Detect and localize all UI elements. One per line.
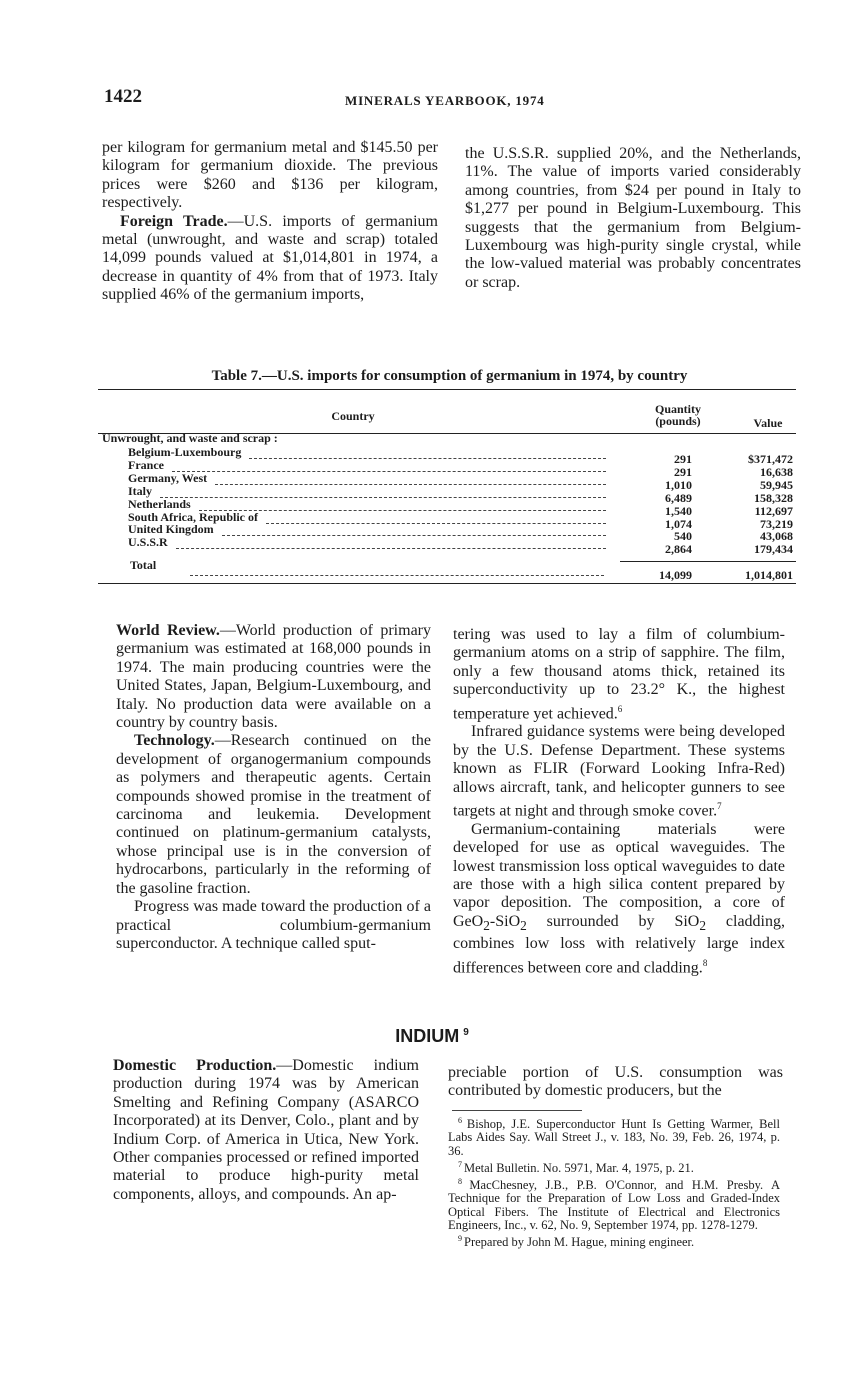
footnote: $^8$ MacChesney, J.B., P.B. O'Connor, and H.M. Presby. A Technique for the Preparation of Low Loss and Graded-Index Optical Fibers. The Institute of Electrical and Electronics Engineers, Inc., v. 62, No. 9, September 1974, pp. 1278-1279.	[448, 1177, 781, 1232]
table-row-quantity: 6,489	[665, 490, 692, 505]
run-in-heading: Technology.	[134, 732, 215, 750]
run-in-heading: Foreign Trade.	[120, 212, 228, 230]
footnote: $^9$ Prepared by John M. Hague, mining engineer.	[458, 1234, 695, 1250]
table-row-country: U.S.S.R	[128, 535, 168, 550]
table-row-quantity: 291	[674, 452, 692, 466]
footnote: $^6$ Bishop, J.E. Superconductor Hunt Is Getting Warmer, Bell Labs Aides Say. Wall Street J., v. 183, No. 39, Feb. 26, 1974, p. 36.	[448, 1116, 780, 1158]
table-row-country: Germany, West	[128, 470, 208, 485]
table-row-value: 158,328	[754, 490, 793, 505]
table-row-quantity: 1,540	[665, 503, 692, 518]
footnote-number: 6	[458, 1116, 467, 1125]
table-row-value: 43,068	[760, 529, 793, 544]
paragraph: World Review.—World production of primary germanium was estimated at 168,000 pounds in 1974. The main producing countries were the United States, Japan, Belgium-Luxembourg, and Italy. No production data were available on a country by country basis.	[116, 622, 432, 732]
footnote-number: 7	[458, 1159, 464, 1169]
table-total-rule	[620, 561, 796, 562]
footnote-number: 8	[458, 1177, 470, 1187]
paragraph: Germanium-containing materials were developed for use as optical waveguides. The lowest transmission loss optical waveguides to date are those with a high silica content prepared by vapor deposition. The composition, a core of GeO$_2$-SiO$_2$ surrounded by SiO$_2$ cladding, combines low loss with relatively large index differences between core and cladding.$^8$	[453, 820, 785, 977]
paragraph: the U.S.S.R. supplied 20%, and the Netherlands, 11%. The value of imports varied considerably among countries, from $24 per pound in Italy to $1,277 per pound in Belgium-Luxembourg. This suggests that the germanium from Belgium-Luxembourg was high-purity single crystal, while the low-valued material was probably concentrates or scrap.	[465, 145, 801, 291]
paragraph: preciable portion of U.S. consumption was contributed by domestic producers, but the	[448, 1064, 783, 1100]
table-row-quantity: 2,864	[665, 542, 692, 557]
paragraph: Domestic Production.—Domestic indium production during 1974 was by American Smelting and Refining Company (ASARCO Incorporated) at its Denver, Colo., plant and by Indium Corp. of America in Utica, New York. Other companies processed or refined imported material to produce high-purity metal components, alloys, and compounds. An ap-	[113, 1057, 419, 1203]
table-row-country: Netherlands	[128, 496, 191, 511]
running-title: MINERALS YEARBOOK, 1974	[345, 93, 545, 108]
table-row-quantity: 1,074	[665, 516, 692, 531]
table-row-value: 59,945	[760, 477, 793, 492]
table-bottom-rule	[98, 583, 796, 584]
footnote-rule	[452, 1110, 582, 1111]
footnote-reference: 8	[702, 957, 708, 968]
leader-dots	[199, 510, 606, 511]
paragraph: Infrared guidance systems were being developed by the U.S. Defense Department. These systems known as FLIR (Forward Looking Infra-Red) allows aircraft, tank, and helicopter gunners to see targets at night and through smoke cover.$^7$	[453, 723, 785, 820]
column-header-country: Country	[331, 409, 375, 423]
leader-dots	[172, 471, 606, 472]
table-row-country: United Kingdom	[128, 522, 214, 537]
leader-dots	[266, 523, 606, 524]
table-row-country: Italy	[128, 483, 152, 498]
table-total-quantity: 14,099	[659, 568, 692, 582]
section-heading: INDIUM $^9$	[395, 1026, 469, 1046]
table-row-quantity: 540	[674, 529, 692, 544]
footnote-number: 9	[458, 1234, 464, 1244]
run-in-heading: World Review.	[116, 622, 220, 639]
table-top-rule	[98, 389, 796, 390]
table-total-value: 1,014,801	[745, 568, 793, 582]
top-left-column	[102, 139, 438, 305]
table-row-value: 112,697	[754, 503, 793, 518]
mid-left-column	[116, 622, 431, 953]
indium-left-column	[113, 1057, 419, 1204]
column-header-quantity: Quantity (pounds)	[654, 402, 701, 428]
table-row-value: 179,434	[754, 542, 793, 557]
table-row-value: 73,219	[760, 516, 793, 531]
leader-dots	[249, 458, 606, 459]
leader-dots	[215, 484, 606, 485]
table-row-quantity: 291	[674, 464, 692, 479]
table-total-label: Total	[130, 558, 157, 572]
table-row-country: France	[128, 457, 164, 472]
leader-dots	[160, 497, 606, 498]
run-in-heading: Domestic Production.	[113, 1057, 277, 1074]
paragraph: Progress was made toward the production of a practical columbium-germanium superconductor. A technique called sput-	[116, 898, 431, 952]
table-title: Table 7.—U.S. imports for consumption of germanium in 1974, by country	[211, 368, 688, 384]
mid-right-column	[453, 626, 785, 977]
column-header-value: Value	[753, 416, 783, 430]
indium-right-column	[448, 1064, 783, 1101]
footnote-reference: 9	[463, 1027, 469, 1038]
paragraph: Foreign Trade.—U.S. imports of germanium metal (unwrought, and waste and scrap) totaled 14,099 pounds valued at $1,014,801 in 1974, a decrease in quantity of 4% from that of 1973. Italy supplied 46% of the germanium imports,	[102, 212, 438, 304]
footnote-reference: 6	[617, 703, 623, 714]
footnotes	[448, 1114, 780, 1249]
table-row-quantity: 1,010	[665, 477, 692, 492]
table-row-country: Belgium-Luxembourg	[128, 445, 242, 459]
leader-dots	[176, 548, 606, 549]
leader-dots	[190, 575, 604, 576]
footnote: $^7$ Metal Bulletin. No. 5971, Mar. 4, 1975, p. 21.	[458, 1159, 694, 1175]
footnote-reference: 7	[717, 800, 722, 811]
table-row-country: South Africa, Republic of	[128, 509, 259, 524]
leader-dots	[222, 535, 606, 536]
paragraph: per kilogram for germanium metal and $145.50 per kilogram for germanium dioxide. The previous prices were $260 and $136 per kilogram, respectively.	[102, 139, 438, 212]
paragraph: tering was used to lay a film of columbium-germanium atoms on a strip of sapphire. The film, only a few thousand atoms thick, retained its superconductivity up to 23.2° K., the highest temperature yet achieved.$^6$	[453, 626, 785, 722]
top-right-column	[465, 145, 801, 292]
table-group-label: Unwrought, and waste and scrap :	[102, 431, 278, 445]
paragraph: Technology.—Research continued on the development of organogermanium compounds as polymers and therapeutic agents. Certain compounds showed promise in the treatment of carcinoma and leukemia. Development continued on platinum-germanium catalysts, whose principal use is in the conversion of hydrocarbons, particularly in the reforming of the gasoline fraction.	[116, 732, 431, 897]
table-row-value: 16,638	[760, 464, 793, 479]
table-row-value: $371,472	[748, 452, 793, 466]
page-number: 1422	[104, 86, 142, 107]
